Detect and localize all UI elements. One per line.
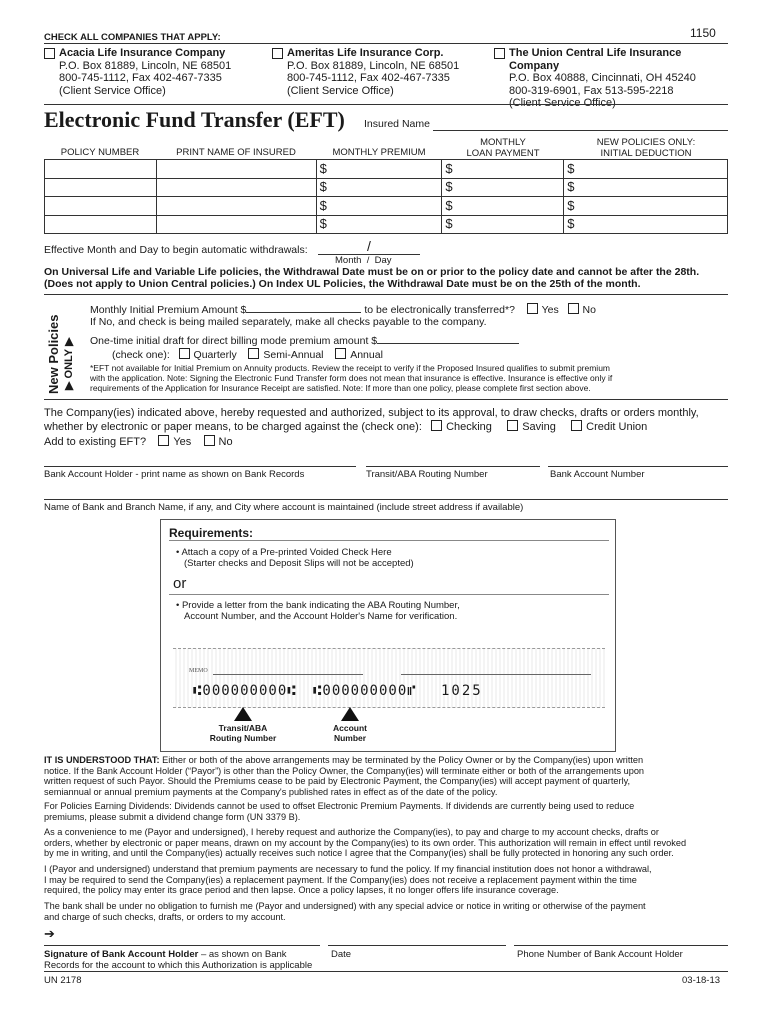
policy-table: [44, 137, 728, 234]
form-id: UN 2178: [44, 975, 82, 986]
check-all-label: CHECK ALL COMPANIES THAT APPLY:: [44, 32, 221, 43]
company-name: Ameritas Life Insurance Corp.: [287, 47, 444, 59]
currency-symbol: $: [319, 160, 327, 176]
table-cell[interactable]: [564, 178, 728, 197]
authorization-text: The Company(ies) indicated above, hereby requested and authorized, subject to its approval, to draw checks, drafts or orders monthly, whether by electronic or paper means, to be charged against the (check one): Checking Saving Credit Union: [44, 407, 699, 433]
phone-field[interactable]: [514, 945, 728, 946]
account-holder-field[interactable]: [44, 466, 356, 467]
currency-symbol: $: [567, 179, 575, 195]
currency-symbol: $: [445, 197, 453, 213]
company-union-central: [494, 47, 730, 110]
company-office: (Client Service Office): [509, 97, 616, 109]
insured-name-field[interactable]: [433, 130, 728, 131]
company-address: P.O. Box 40888, Cincinnati, OH 45240: [509, 72, 696, 84]
company-ameritas: [272, 47, 497, 97]
signature-field[interactable]: [44, 945, 320, 946]
bank-name-field[interactable]: [44, 499, 728, 500]
currency-symbol: $: [319, 197, 327, 213]
account-number-field[interactable]: [548, 466, 728, 467]
date-label: Date: [331, 949, 352, 960]
saving-checkbox[interactable]: [507, 420, 518, 431]
currency-symbol: $: [319, 179, 327, 195]
requirements-box: [160, 519, 616, 752]
table-cell[interactable]: [45, 160, 157, 179]
bank-name-label: Name of Bank and Branch Name, if any, and City where account is maintained (include street address if available): [44, 502, 524, 513]
table-cell[interactable]: [156, 160, 316, 179]
company-office: (Client Service Office): [287, 84, 394, 97]
universal-life-notice: On Universal Life and Variable Life policies, the Withdrawal Date must be on or prior to the policy date and cannot be after the 28th. (Does not apply to Union Central policies.) On Index UL Policies, the Withdrawal Date must be on the 25th of the month.: [44, 266, 700, 290]
col-monthly-premium: MONTHLY PREMIUM: [332, 147, 426, 158]
routing-number-label: Transit/ABA Routing Number: [366, 469, 488, 480]
table-cell[interactable]: [442, 160, 564, 179]
terms-paragraph-2: For Policies Earning Dividends: Dividends cannot be used to offset Electronic Premium Payments. If dividends are currently being used to reduce premiums, please submit a dividend change form (UN 3379 B).: [44, 801, 635, 822]
add-existing-eft-row: Add to existing EFT? Yes No: [44, 436, 233, 448]
table-row: [45, 160, 728, 179]
company-phone: 800-319-6901, Fax 513-595-2218: [509, 84, 674, 97]
one-time-draft-row: One-time initial draft for direct billing mode premium amount $: [90, 335, 519, 347]
add-existing-no-checkbox[interactable]: [204, 435, 215, 446]
initial-premium-field[interactable]: [246, 312, 361, 313]
add-existing-yes-checkbox[interactable]: [158, 435, 169, 446]
terms-paragraph-1: IT IS UNDERSTOOD THAT: Either or both of the above arrangements may be terminated by the Policy Owner or by the Company(ies) upon written notice. If the Bank Account Holder (“Payor”) is other than the Policy Owner, the Company(ies) will terminate either or both of the arrangements upon written request of such Payor. Should the Premiums cease to be paid by Electronic Payment, the Company(ies) will accept payment of quarterly, semiannual or annual premium payments at the Company's published rates in effect as of the date of the policy.: [44, 755, 645, 797]
annual-checkbox[interactable]: [335, 348, 346, 359]
table-row: [45, 178, 728, 197]
col-policy-number: POLICY NUMBER: [60, 147, 140, 158]
table-cell[interactable]: [564, 160, 728, 179]
company-phone: 800-745-1112, Fax 402-467-7335: [287, 72, 450, 84]
page-title: Electronic Fund Transfer (EFT): [44, 107, 345, 132]
eft-note: *EFT not available for Initial Premium on Annuity products. Review the receipt to verify if the Proposed Insured qualifies to submit premium with the application. Note: Signing the Electronic Fund Transfer form does not mean that insurance is effective. Insurance is effective only if requirements of the Application for Insurance Receipt are satisfied. Note: If more than one policy, please complete first section above.: [90, 363, 613, 393]
policy-table-grid: [44, 159, 728, 234]
terms-paragraph-3: As a convenience to me (Payor and undersigned), I hereby request and authorize the Company(ies), to pay and charge to my account checks, drafts or orders, whether by electronic or paper means, drawn on my account by the Company(ies) to its own order. This authorization will remain in effect until revoked by me in writing, and until the Company(ies) actually receives such notice I agree that the Company(ies) shall be fully protected in honoring any such order.: [44, 827, 687, 859]
one-time-amount-field[interactable]: [377, 343, 519, 344]
currency-symbol: $: [445, 160, 453, 176]
routing-pointer-label: Transit/ABA Routing Number: [209, 723, 277, 743]
initial-no-checkbox[interactable]: [568, 303, 579, 314]
terms-paragraph-5: The bank shall be under no obligation to furnish me (Payor and undersigned) with any special advice or notice in writing or otherwise of the payment and charge of such checks, drafts, or orders to my account.: [44, 901, 646, 922]
company-address: P.O. Box 81889, Lincoln, NE 68501: [287, 59, 460, 72]
requirement-bank-letter: • Provide a letter from the bank indicating the ABA Routing Number, Account Number, and the Account Holder's Name for verification.: [176, 600, 460, 622]
table-cell[interactable]: [564, 215, 728, 234]
effective-slash: /: [367, 238, 371, 254]
col-print-name: PRINT NAME OF INSURED: [176, 147, 296, 158]
routing-arrow-icon: [234, 707, 252, 721]
currency-symbol: $: [319, 216, 327, 232]
month-day-label: Month / Day: [335, 255, 392, 266]
col-new-policies: NEW POLICIES ONLY: INITIAL DEDUCTION: [596, 137, 696, 159]
table-cell[interactable]: [316, 215, 442, 234]
micr-account: ⑆000000000⑈: [313, 683, 417, 699]
form-number-top: 1150: [690, 26, 716, 40]
table-cell[interactable]: [45, 197, 157, 216]
table-row: [45, 215, 728, 234]
signature-label: Signature of Bank Account Holder – as shown on Bank Records for the account to which this Authorization is applicable: [44, 949, 313, 971]
currency-symbol: $: [567, 216, 575, 232]
table-cell[interactable]: [316, 197, 442, 216]
new-policies-side-label: New Policies ▶ ONLY ▶: [46, 314, 75, 394]
account-arrow-icon: [341, 707, 359, 721]
credit-union-checkbox[interactable]: [571, 420, 582, 431]
terms-paragraph-4: I (Payor and undersigned) understand that premium payments are necessary to fund the policy. If my financial institution does not honor a withdrawal, I may be required to send the Company(ies) a replacement payment. If the Company(ies) does not receive a replacement payment within the time required, the policy may enter its grace period and then lapse. Once a policy lapses, it no longer offers life insurance coverage.: [44, 864, 652, 896]
currency-symbol: $: [567, 160, 575, 176]
check-memo-label: MEMO: [189, 668, 208, 674]
table-cell[interactable]: [45, 178, 157, 197]
company-name: Acacia Life Insurance Company: [59, 47, 226, 59]
company-union-central-checkbox[interactable]: [494, 48, 505, 59]
requirements-or: or: [173, 575, 187, 592]
effective-label: Effective Month and Day to begin automatic withdrawals:: [44, 244, 308, 256]
company-acacia: [44, 47, 269, 97]
table-cell[interactable]: [564, 197, 728, 216]
account-holder-label: Bank Account Holder - print name as shown on Bank Records: [44, 469, 305, 480]
micr-check-number: 1025: [441, 683, 483, 699]
requirements-title: Requirements:: [169, 526, 254, 540]
table-row: [45, 197, 728, 216]
table-cell[interactable]: [156, 197, 316, 216]
requirement-voided-check: • Attach a copy of a Pre-printed Voided Check Here (Starter checks and Deposit Slips will not be accepted): [176, 547, 414, 569]
checking-checkbox[interactable]: [431, 420, 442, 431]
table-cell[interactable]: [45, 215, 157, 234]
company-phone: 800-745-1112, Fax 402-467-7335: [59, 72, 222, 84]
form-date: 03-18-13: [682, 975, 721, 986]
currency-symbol: $: [445, 216, 453, 232]
company-ameritas-checkbox[interactable]: [272, 48, 283, 59]
quarterly-checkbox[interactable]: [179, 348, 190, 359]
currency-symbol: $: [567, 197, 575, 213]
table-cell[interactable]: [442, 178, 564, 197]
table-cell[interactable]: [442, 197, 564, 216]
account-number-label: Bank Account Number: [550, 469, 645, 480]
initial-yes-checkbox[interactable]: [527, 303, 538, 314]
sample-check-image: [173, 648, 605, 708]
date-field[interactable]: [328, 945, 506, 946]
table-cell[interactable]: [156, 178, 316, 197]
company-office: (Client Service Office): [59, 84, 166, 97]
col-monthly-loan: MONTHLY LOAN PAYMENT: [466, 137, 540, 159]
company-address: P.O. Box 81889, Lincoln, NE 68501: [59, 59, 232, 72]
semi-annual-checkbox[interactable]: [248, 348, 259, 359]
billing-mode-row: (check one): Quarterly Semi-Annual Annual: [112, 349, 383, 361]
table-cell[interactable]: [316, 160, 442, 179]
insured-name-label: Insured Name: [364, 118, 430, 130]
routing-number-field[interactable]: [366, 466, 540, 467]
micr-routing: ⑆000000000⑆: [193, 683, 297, 699]
account-pointer-label: Account Number: [333, 723, 367, 743]
table-cell[interactable]: [316, 178, 442, 197]
table-cell[interactable]: [156, 215, 316, 234]
initial-premium-row: Monthly Initial Premium Amount $ to be electronically transferred*? Yes No: [90, 304, 596, 316]
company-name: The Union Central Life Insurance Company: [509, 47, 682, 72]
signature-arrow-icon: ➔: [44, 926, 55, 941]
company-acacia-checkbox[interactable]: [44, 48, 55, 59]
table-cell[interactable]: [442, 215, 564, 234]
if-no-note: If No, and check is being mailed separately, make all checks payable to the company.: [90, 316, 487, 328]
phone-label: Phone Number of Bank Account Holder: [517, 949, 683, 960]
currency-symbol: $: [445, 179, 453, 195]
